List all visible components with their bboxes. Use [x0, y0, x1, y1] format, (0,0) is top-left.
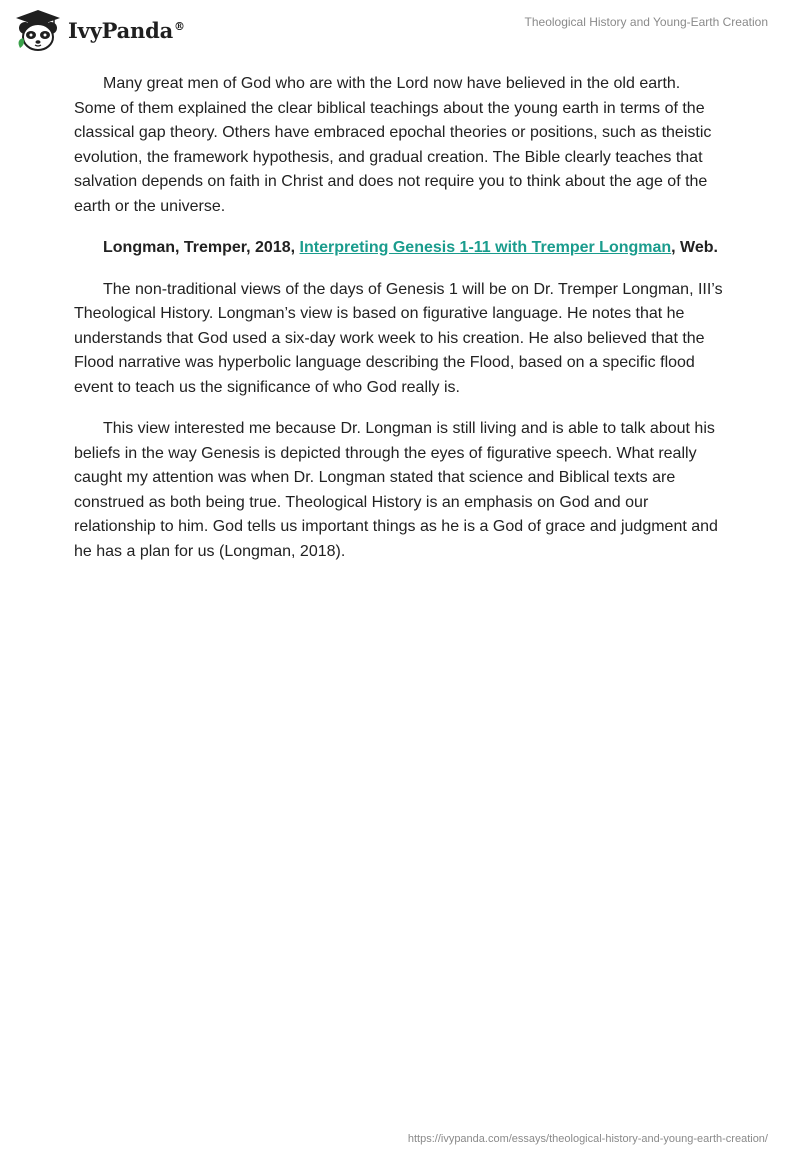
citation-entry	[74, 236, 726, 261]
citation-prefix: Longman, Tremper, 2018,	[103, 239, 300, 256]
registered-mark: ®	[174, 19, 185, 33]
logo-wordmark: IvyPanda®	[68, 17, 185, 43]
paragraph-longman-view: The non-traditional views of the days of Genesis 1 will be on Dr. Tremper Longman, III’s Theological History. Longman’s view is based on figurative language. He notes that he understands that God used a six-day work week to his creation. He also believed that the Flood narrative was hyperbolic language describing the Flood, based on a specific flood event to teach us the significance of who God really is.	[74, 280, 723, 396]
essay-content	[74, 72, 726, 581]
page-header	[0, 0, 800, 60]
ivypanda-logo[interactable]	[14, 8, 185, 52]
paragraph-old-earth: Many great men of God who are with the Lord now have believed in the old earth. Some of them explained the clear biblical teachings about the young earth in terms of the classical gap theory. Others have embraced epochal theories or positions, such as theistic evolution, the framework hypothesis, and gradual creation. The Bible clearly teaches that salvation depends on faith in Christ and does not require you to think about the age of the earth or the universe.	[74, 75, 712, 215]
document-title: Theological History and Young-Earth Creation	[524, 15, 768, 29]
citation-link[interactable]: Interpreting Genesis 1-11 with Tremper Longman	[299, 239, 672, 256]
footer-source-url[interactable]: https://ivypanda.com/essays/theological-history-and-young-earth-creation/	[407, 1133, 768, 1145]
panda-mascot-icon	[14, 8, 62, 52]
citation-suffix: , Web.	[671, 239, 718, 256]
paragraph-personal-interest: This view interested me because Dr. Longman is still living and is able to talk about his beliefs in the way Genesis is depicted through the eyes of figurative speech. What really caught my attention was when Dr. Longman stated that science and Biblical texts are construed as both being true. Theological History is an emphasis on God and our relationship to him. God tells us important things as he is a God of grace and judgment and he has a plan for us (Longman, 2018).	[74, 420, 718, 560]
